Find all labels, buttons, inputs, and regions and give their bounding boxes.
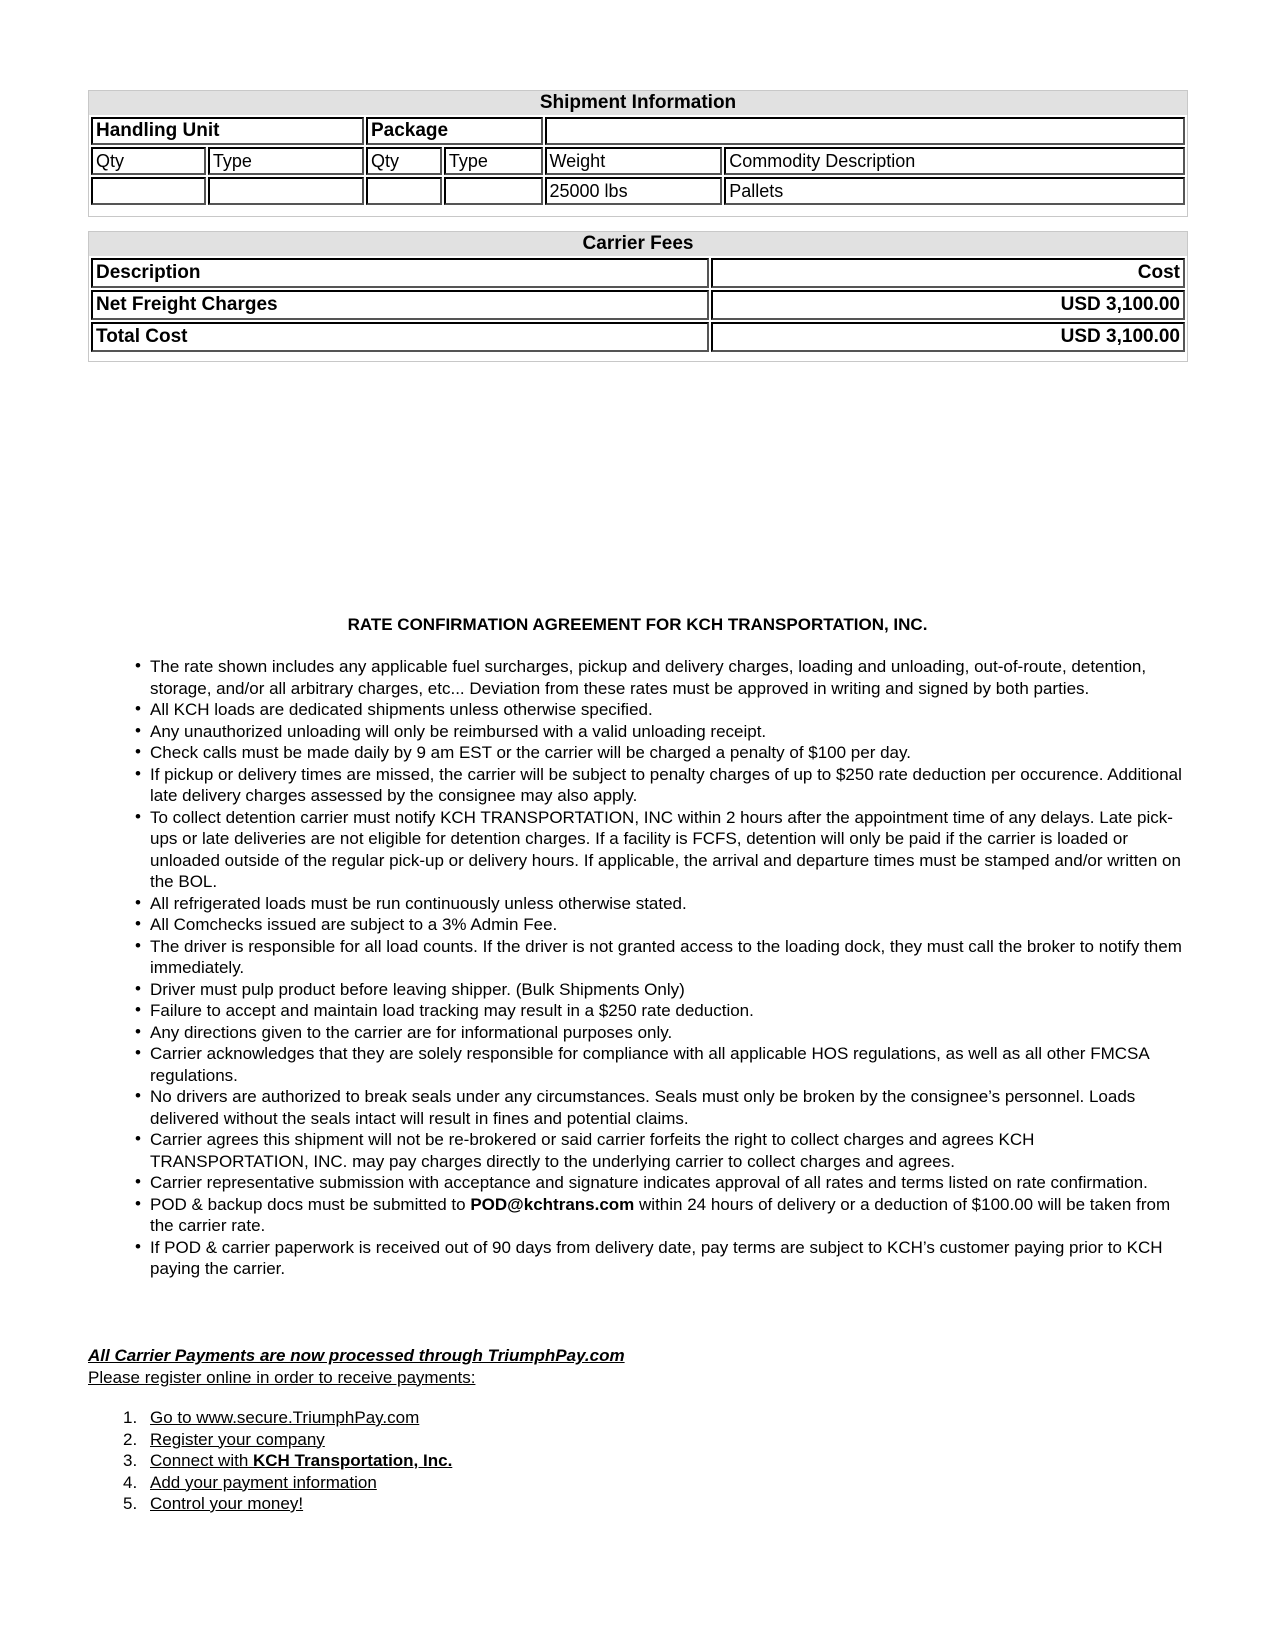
list-item: • No drivers are authorized to break seals under any circumstances. Seals must only be broken by the consignee’s personnel. Loads delivered without the seals intact will result in fines and potential claims. [150, 1086, 1190, 1129]
list-item: • Driver must pulp product before leaving shipper. (Bulk Shipments Only) [150, 979, 1190, 1001]
list-item: • If POD & carrier paperwork is received out of 90 days from delivery date, pay terms are subject to KCH’s customer paying prior to KCH paying the carrier. [150, 1237, 1190, 1280]
pod-term-before: POD & backup docs must be submitted to [150, 1194, 471, 1214]
commodity-cell: Pallets [724, 177, 1185, 205]
table-cell [208, 177, 364, 205]
list-item: • Check calls must be made daily by 9 am EST or the carrier will be charged a penalty of $100 per day. [150, 742, 1190, 764]
column-header: Qty [91, 147, 206, 175]
agreement-terms-list [150, 656, 1190, 1280]
step-go-to-site[interactable]: 1. Go to www.secure.TriumphPay.com [123, 1408, 420, 1427]
step-connect-kch[interactable]: 3. Connect with KCH Transportation, Inc. [123, 1451, 453, 1470]
fees-header-row [91, 258, 1185, 288]
carrier-fees-table [89, 256, 1187, 354]
list-item: • Failure to accept and maintain load tracking may result in a $250 rate deduction. [150, 1000, 1190, 1022]
description-header: Description [91, 258, 709, 288]
table-row [91, 322, 1185, 352]
carrier-fees-title: Carrier Fees [89, 232, 1187, 256]
fee-label: Net Freight Charges [91, 290, 709, 320]
payments-title: All Carrier Payments are now processed through TriumphPay.com [88, 1346, 625, 1365]
payments-section [88, 1345, 625, 1388]
shipment-table [89, 115, 1187, 207]
column-header: Type [208, 147, 364, 175]
column-header: Type [444, 147, 543, 175]
list-item: • All KCH loads are dedicated shipments unless otherwise specified. [150, 699, 1190, 721]
table-row [91, 177, 1185, 205]
table-row [91, 290, 1185, 320]
package-header: Package [366, 117, 543, 145]
step-add-payment-info[interactable]: 4. Add your payment information [123, 1472, 377, 1492]
shipment-information-title: Shipment Information [89, 91, 1187, 115]
list-item: • Any unauthorized unloading will only be reimbursed with a valid unloading receipt. [150, 721, 1190, 743]
column-header: Weight [545, 147, 723, 175]
payment-steps-list [123, 1407, 453, 1515]
carrier-fees-section [88, 231, 1188, 362]
shipment-information-section [88, 90, 1188, 217]
weight-cell: 25000 lbs [545, 177, 723, 205]
handling-unit-header: Handling Unit [91, 117, 364, 145]
shipment-column-header-row [91, 147, 1185, 175]
cost-header: Cost [711, 258, 1185, 288]
list-item: • All refrigerated loads must be run continuously unless otherwise stated. [150, 893, 1190, 915]
total-cost-value: USD 3,100.00 [711, 322, 1185, 352]
agreement-title: RATE CONFIRMATION AGREEMENT FOR KCH TRANSPORTATION, INC. [347, 615, 928, 634]
pod-email: POD@kchtrans.com [470, 1194, 635, 1214]
pod-term-item [150, 1194, 1190, 1237]
total-cost-label: Total Cost [91, 322, 709, 352]
list-item: • Carrier agrees this shipment will not be re-brokered or said carrier forfeits the right to collect charges and agrees KCH TRANSPORTATION, INC. may pay charges directly to the underlying carrier to collect charges and agrees. [150, 1129, 1190, 1172]
step-register-company[interactable]: 2. Register your company [123, 1429, 325, 1449]
shipment-group-header-row [91, 117, 1185, 145]
column-header: Qty [366, 147, 442, 175]
column-header: Commodity Description [724, 147, 1185, 175]
pod-term-after: within 24 hours of delivery or a deduction of $100.00 will be taken from the carrier rate. [150, 1194, 1171, 1235]
shipment-empty-header [545, 117, 1186, 145]
step-control-money[interactable]: 5. Control your money! [123, 1494, 304, 1513]
list-item: • All Comchecks issued are subject to a 3% Admin Fee. [150, 914, 1190, 936]
table-cell [366, 177, 442, 205]
table-cell [444, 177, 543, 205]
table-cell [91, 177, 206, 205]
list-item: • The driver is responsible for all load counts. If the driver is not granted access to the loading dock, they must call the broker to notify them immediately. [150, 936, 1190, 979]
list-item: • Carrier acknowledges that they are solely responsible for compliance with all applicable HOS regulations, as well as all other FMCSA regulations. [150, 1043, 1190, 1086]
list-item: • Any directions given to the carrier are for informational purposes only. [150, 1022, 1190, 1044]
list-item: • To collect detention carrier must notify KCH TRANSPORTATION, INC within 2 hours after the appointment time of any delays. Late pick-ups or late deliveries are not eligible for detention charges. If a facility is FCFS, detention will only be paid if the carrier is loaded or unloaded outside of the regular pick-up or delivery hours. If applicable, the arrival and departure times must be stamped and/or written on the BOL. [150, 807, 1190, 893]
list-item: • If pickup or delivery times are missed, the carrier will be subject to penalty charges of up to $250 rate deduction per occurence. Additional late delivery charges assessed by the consignee may also apply. [150, 764, 1190, 807]
fee-value: USD 3,100.00 [711, 290, 1185, 320]
list-item: • Carrier representative submission with acceptance and signature indicates approval of all rates and terms listed on rate confirmation. [150, 1172, 1190, 1194]
payments-subtitle: Please register online in order to receive payments: [88, 1367, 476, 1387]
list-item: • The rate shown includes any applicable fuel surcharges, pickup and delivery charges, loading and unloading, out-of-route, detention, storage, and/or all arbitrary charges, etc... Deviation from these rates must be approved in writing and signed by both parties. [150, 656, 1190, 699]
